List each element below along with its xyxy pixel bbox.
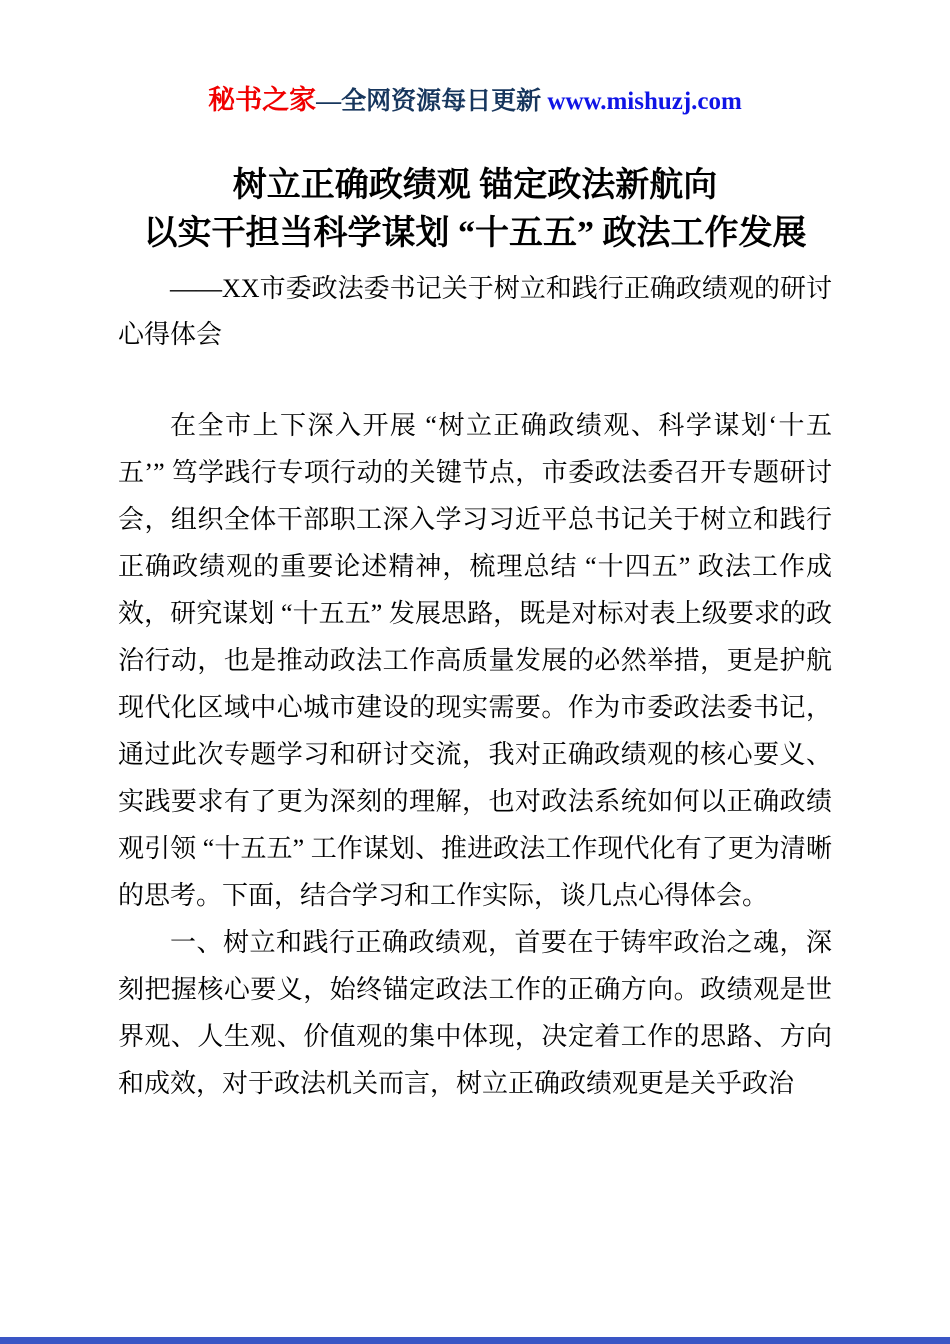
body-paragraph-1: 在全市上下深入开展 “树立正确政绩观、科学谋划‘十五五’” 笃学践行专项行动的关键节点，市委政法委召开专题研讨会，组织全体干部职工深入学习习近平总书记关于树立和践行正确政绩观的重要论述精神，梳理总结 “十四五” 政法工作成效，研究谋划 “十五五” 发展思路，既是对标对表上级要求的政治行动，也是推动政法工作高质量发展的必然举措，更是护航现代化区域中心城市建设的现实需要。作为市委政法委书记，通过此次专题学习和研讨交流，我对正确政绩观的核心要义、实践要求有了更为深刻的理解，也对政法系统如何以正确政绩观引领 “十五五” 工作谋划、推进政法工作现代化有了更为清晰的思考。下面，结合学习和工作实际，谈几点心得体会。	[118, 411, 832, 910]
document-subtitle: ——XX市委政法委书记关于树立和践行正确政绩观的研讨心得体会	[118, 274, 832, 349]
title-line-2: 以实干担当科学谋划 “十五五” 政法工作发展	[143, 215, 807, 252]
site-tagline-text: —全网资源每日更新	[316, 88, 548, 115]
document-title	[118, 162, 832, 258]
title-line-1: 树立正确政绩观 锚定政法新航向	[232, 167, 718, 204]
footer-accent-bar	[0, 1337, 950, 1344]
body-paragraph-2: 一、树立和践行正确政绩观，首要在于铸牢政治之魂，深刻把握核心要义，始终锚定政法工作的正确方向。政绩观是世界观、人生观、价值观的集中体现，决定着工作的思路、方向和成效，对于政法机关而言，树立正确政绩观更是关乎政治	[118, 928, 832, 1098]
site-header	[118, 84, 832, 118]
site-brand-text: 秘书之家	[208, 85, 317, 115]
site-url-link[interactable]: www.mishuzj.com	[547, 88, 742, 115]
